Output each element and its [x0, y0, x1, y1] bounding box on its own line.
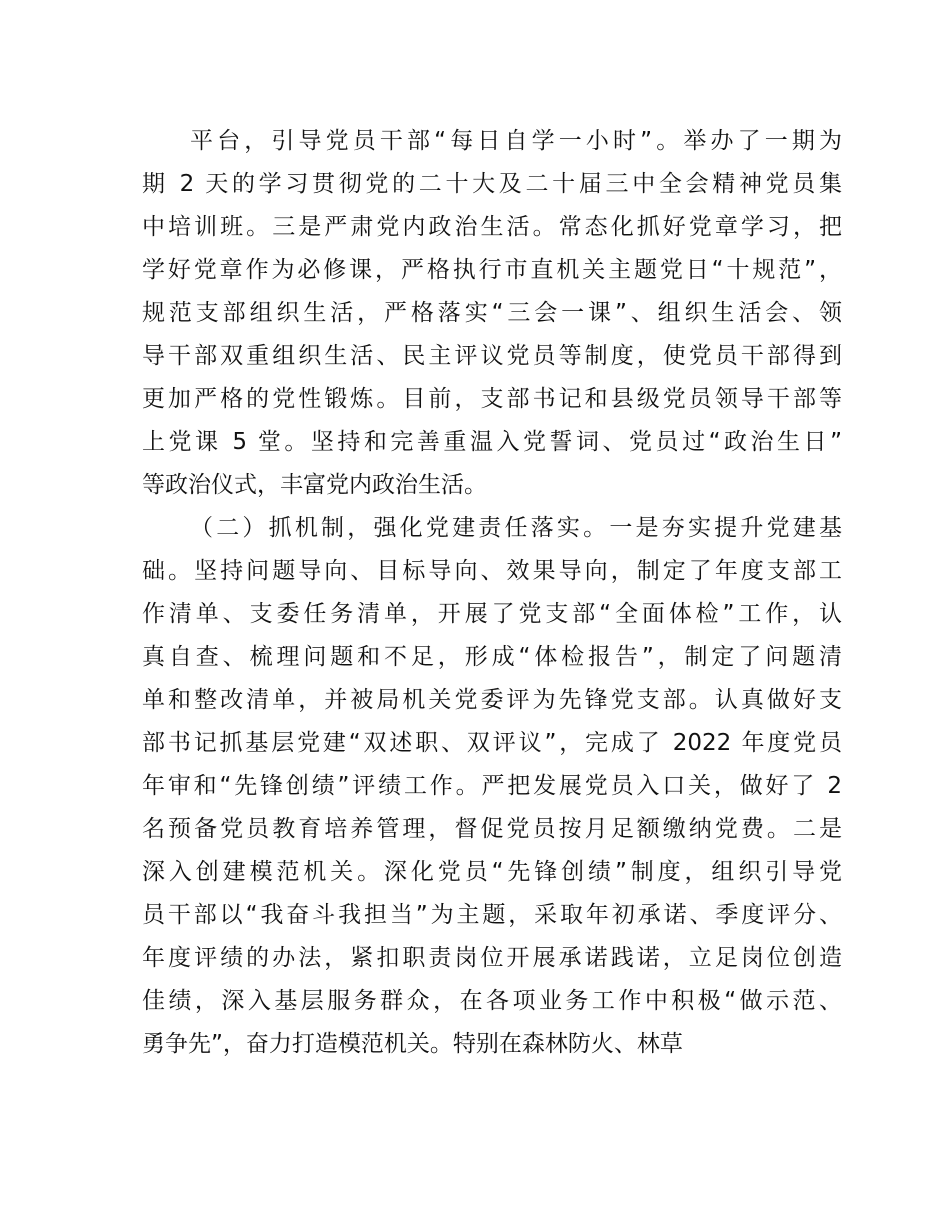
- text-line: 等政治仪式，丰富党内政治生活。: [142, 472, 487, 498]
- text-line: 名预备党员教育培养管理，督促党员按月足额缴纳党费。二是: [142, 816, 842, 842]
- text-line: 期 2 天的学习贯彻党的二十大及二十届三中全会精神党员集: [142, 171, 842, 197]
- text-line: 学好党章作为必修课，严格执行市直机关主题党日“十规范”，: [142, 257, 842, 283]
- text-line: 平台，引导党员干部“每日自学一小时”。举办了一期为: [190, 128, 842, 154]
- text-line: 单和整改清单，并被局机关党委评为先锋党支部。认真做好支: [142, 687, 842, 713]
- text-line: 年度评绩的办法，紧扣职责岗位开展承诺践诺，立足岗位创造: [142, 945, 842, 971]
- text-line: 部书记抓基层党建“双述职、双评议”，完成了 2022 年度党员: [142, 730, 842, 756]
- text-line: 真自查、梳理问题和不足，形成“体检报告”，制定了问题清: [142, 644, 842, 670]
- text-line: （二）抓机制，强化党建责任落实。一是夯实提升党建基: [190, 515, 842, 541]
- text-line: 年审和“先锋创绩”评绩工作。严把发展党员入口关，做好了 2: [142, 773, 842, 799]
- text-line: 员干部以“我奋斗我担当”为主题，采取年初承诺、季度评分、: [142, 902, 842, 928]
- text-line: 佳绩，深入基层服务群众，在各项业务工作中积极“做示范、: [142, 988, 842, 1014]
- text-line: 规范支部组织生活，严格落实“三会一课”、组织生活会、领: [142, 300, 842, 326]
- text-line: 中培训班。三是严肃党内政治生活。常态化抓好党章学习，把: [142, 214, 842, 240]
- text-line: 深入创建模范机关。深化党员“先锋创绩”制度，组织引导党: [142, 859, 842, 885]
- text-line: 作清单、支委任务清单，开展了党支部“全面体检”工作，认: [142, 601, 842, 627]
- body-text: [142, 120, 842, 1066]
- text-line: 上党课 5 堂。坚持和完善重温入党誓词、党员过“政治生日”: [142, 429, 842, 455]
- text-line: 勇争先”，奋力打造模范机关。特别在森林防火、林草: [142, 1031, 683, 1057]
- text-line: 更加严格的党性锻炼。目前，支部书记和县级党员领导干部等: [142, 386, 842, 412]
- text-line: 导干部双重组织生活、民主评议党员等制度，使党员干部得到: [142, 343, 842, 369]
- text-line: 础。坚持问题导向、目标导向、效果导向，制定了年度支部工: [142, 558, 842, 584]
